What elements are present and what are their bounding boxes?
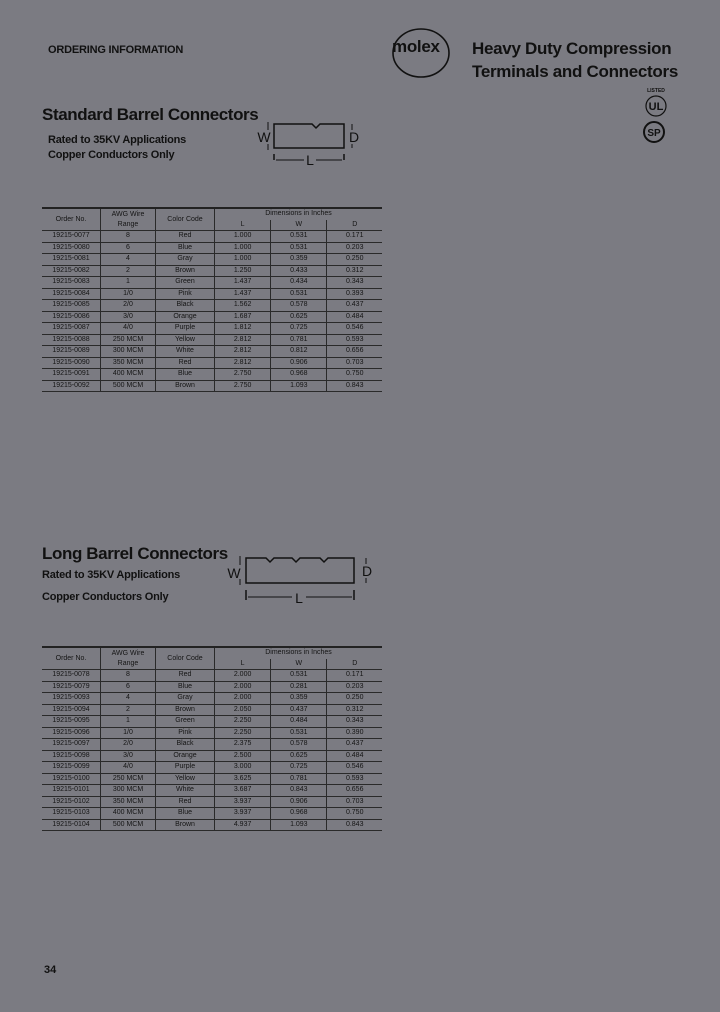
color-code: Blue: [156, 808, 215, 820]
dim-d: 0.750: [327, 369, 382, 381]
standard-diagram-d: D: [348, 129, 360, 145]
long-barrel-diagram: [222, 552, 382, 606]
awg-range: 350 MCM: [101, 796, 156, 808]
color-code: Red: [156, 670, 215, 682]
ul-listed-mark: [642, 88, 670, 120]
dim-d: 0.312: [327, 704, 382, 716]
dim-d: 0.203: [327, 681, 382, 693]
dim-d: 0.203: [327, 242, 382, 254]
color-code: Black: [156, 739, 215, 751]
dim-w: 0.281: [271, 681, 327, 693]
awg-range: 8: [101, 231, 156, 243]
awg-range: 500 MCM: [101, 380, 156, 392]
dim-l: 2.250: [215, 716, 271, 728]
long-diagram-l: L: [295, 590, 303, 606]
table-row: [42, 380, 382, 392]
color-code: Green: [156, 277, 215, 289]
standard-conductors: Copper Conductors Only: [48, 149, 175, 161]
dim-d: 0.390: [327, 727, 382, 739]
section-label: ORDERING INFORMATION: [48, 44, 184, 56]
awg-range: 300 MCM: [101, 346, 156, 358]
dim-d: 0.343: [327, 277, 382, 289]
color-code: Blue: [156, 242, 215, 254]
color-code: Purple: [156, 323, 215, 335]
dim-w: 0.359: [271, 254, 327, 266]
dim-d: 0.546: [327, 323, 382, 335]
order-number: 19215-0092: [42, 380, 101, 392]
dim-l: 2.000: [215, 670, 271, 682]
order-number: 19215-0095: [42, 716, 101, 728]
table-row: [42, 242, 382, 254]
dim-w: 0.433: [271, 265, 327, 277]
dim-d: 0.250: [327, 254, 382, 266]
csa-text: SP: [647, 128, 661, 139]
order-number: 19215-0091: [42, 369, 101, 381]
ul-text: UL: [648, 101, 664, 113]
awg-range: 250 MCM: [101, 773, 156, 785]
dim-w: 0.968: [271, 808, 327, 820]
col-w: W: [271, 659, 327, 670]
awg-range: 3/0: [101, 311, 156, 323]
dim-w: 0.781: [271, 334, 327, 346]
dim-d: 0.750: [327, 808, 382, 820]
table-row: [42, 277, 382, 289]
color-code: Brown: [156, 380, 215, 392]
order-number: 19215-0093: [42, 693, 101, 705]
dim-w: 0.725: [271, 762, 327, 774]
awg-range: 4/0: [101, 323, 156, 335]
order-number: 19215-0080: [42, 242, 101, 254]
long-diagram-d: D: [361, 563, 373, 579]
color-code: Pink: [156, 288, 215, 300]
dim-d: 0.343: [327, 716, 382, 728]
listed-text: LISTED: [647, 88, 665, 94]
dim-l: 2.750: [215, 369, 271, 381]
dim-d: 0.437: [327, 300, 382, 312]
dim-l: 1.812: [215, 323, 271, 335]
dim-d: 0.593: [327, 773, 382, 785]
table-row: [42, 369, 382, 381]
col-l: L: [215, 220, 271, 231]
order-number: 19215-0085: [42, 300, 101, 312]
dim-l: 2.375: [215, 739, 271, 751]
dim-l: 1.687: [215, 311, 271, 323]
dim-l: 1.437: [215, 277, 271, 289]
standard-section-title: Standard Barrel Connectors: [42, 105, 259, 124]
col-dimensions: Dimensions in Inches: [215, 647, 383, 659]
dim-d: 0.546: [327, 762, 382, 774]
dim-d: 0.484: [327, 750, 382, 762]
dim-w: 0.531: [271, 242, 327, 254]
col-order: Order No.: [42, 647, 101, 670]
table-row: [42, 254, 382, 266]
table-row: [42, 323, 382, 335]
awg-range: 4: [101, 254, 156, 266]
awg-range: 1/0: [101, 727, 156, 739]
page-number: 34: [44, 964, 57, 976]
col-d: D: [327, 659, 382, 670]
order-number: 19215-0090: [42, 357, 101, 369]
order-number: 19215-0099: [42, 762, 101, 774]
order-number: 19215-0094: [42, 704, 101, 716]
awg-range: 2/0: [101, 300, 156, 312]
long-table-body: [42, 670, 382, 831]
color-code: Yellow: [156, 773, 215, 785]
table-row: [42, 773, 382, 785]
dim-l: 2.500: [215, 750, 271, 762]
dim-d: 0.171: [327, 670, 382, 682]
dim-w: 0.843: [271, 785, 327, 797]
dim-l: 3.937: [215, 808, 271, 820]
table-row: [42, 334, 382, 346]
dim-d: 0.703: [327, 796, 382, 808]
order-number: 19215-0102: [42, 796, 101, 808]
dim-w: 0.437: [271, 704, 327, 716]
awg-range: 1/0: [101, 288, 156, 300]
dim-d: 0.171: [327, 231, 382, 243]
order-number: 19215-0089: [42, 346, 101, 358]
color-code: Red: [156, 357, 215, 369]
order-number: 19215-0096: [42, 727, 101, 739]
dim-l: 2.050: [215, 704, 271, 716]
dim-l: 2.812: [215, 334, 271, 346]
dim-l: 2.000: [215, 681, 271, 693]
awg-range: 4: [101, 693, 156, 705]
dim-d: 0.437: [327, 739, 382, 751]
dim-w: 0.906: [271, 796, 327, 808]
dim-l: 1.562: [215, 300, 271, 312]
dim-w: 0.531: [271, 288, 327, 300]
awg-range: 6: [101, 681, 156, 693]
color-code: Brown: [156, 819, 215, 831]
color-code: Yellow: [156, 334, 215, 346]
col-color: Color Code: [156, 647, 215, 670]
awg-range: 250 MCM: [101, 334, 156, 346]
color-code: Brown: [156, 704, 215, 716]
table-row: [42, 681, 382, 693]
dim-w: 0.484: [271, 716, 327, 728]
col-awg: [101, 647, 156, 670]
order-number: 19215-0084: [42, 288, 101, 300]
dim-l: 1.000: [215, 254, 271, 266]
dim-l: 1.000: [215, 242, 271, 254]
dim-w: 0.906: [271, 357, 327, 369]
table-row: [42, 670, 382, 682]
dim-w: 0.531: [271, 670, 327, 682]
table-row: [42, 357, 382, 369]
dim-w: 1.093: [271, 819, 327, 831]
dim-w: 0.434: [271, 277, 327, 289]
order-number: 19215-0088: [42, 334, 101, 346]
color-code: Red: [156, 231, 215, 243]
awg-range: 2/0: [101, 739, 156, 751]
dim-l: 3.000: [215, 762, 271, 774]
table-row: [42, 704, 382, 716]
col-awg-line1: AWG Wire: [111, 649, 145, 657]
col-dimensions: Dimensions in Inches: [215, 208, 383, 220]
order-number: 19215-0103: [42, 808, 101, 820]
dim-d: 0.703: [327, 357, 382, 369]
dim-w: 0.578: [271, 739, 327, 751]
title-line-1: Heavy Duty Compression: [472, 39, 672, 58]
standard-rating: Rated to 35KV Applications: [48, 134, 187, 146]
csa-icon: [641, 120, 667, 144]
awg-range: 400 MCM: [101, 808, 156, 820]
table-row: [42, 265, 382, 277]
dim-l: 3.687: [215, 785, 271, 797]
awg-range: 1: [101, 716, 156, 728]
dim-w: 1.093: [271, 380, 327, 392]
order-number: 19215-0100: [42, 773, 101, 785]
dim-l: 1.437: [215, 288, 271, 300]
awg-range: 4/0: [101, 762, 156, 774]
color-code: Gray: [156, 693, 215, 705]
color-code: Green: [156, 716, 215, 728]
order-number: 19215-0081: [42, 254, 101, 266]
table-row: [42, 288, 382, 300]
order-number: 19215-0101: [42, 785, 101, 797]
awg-range: 500 MCM: [101, 819, 156, 831]
table-row: [42, 762, 382, 774]
col-awg-line2: Range: [117, 659, 139, 667]
awg-range: 6: [101, 242, 156, 254]
table-row: [42, 231, 382, 243]
table-row: [42, 346, 382, 358]
col-awg: [101, 208, 156, 231]
table-row: [42, 819, 382, 831]
color-code: Brown: [156, 265, 215, 277]
dim-w: 0.531: [271, 231, 327, 243]
table-row: [42, 796, 382, 808]
col-awg-line2: Range: [117, 220, 139, 228]
dim-l: 1.000: [215, 231, 271, 243]
color-code: Orange: [156, 750, 215, 762]
order-number: 19215-0087: [42, 323, 101, 335]
long-conductors: Copper Conductors Only: [42, 591, 169, 603]
order-number: 19215-0097: [42, 739, 101, 751]
order-number: 19215-0104: [42, 819, 101, 831]
dim-w: 0.625: [271, 311, 327, 323]
color-code: Black: [156, 300, 215, 312]
dim-l: 2.000: [215, 693, 271, 705]
dim-l: 2.812: [215, 357, 271, 369]
ul-icon: [642, 94, 670, 118]
awg-range: 8: [101, 670, 156, 682]
dim-l: 4.937: [215, 819, 271, 831]
color-code: Pink: [156, 727, 215, 739]
col-awg-line1: AWG Wire: [111, 210, 145, 218]
dim-d: 0.656: [327, 346, 382, 358]
awg-range: 2: [101, 265, 156, 277]
order-number: 19215-0078: [42, 670, 101, 682]
dim-w: 0.578: [271, 300, 327, 312]
table-row: [42, 785, 382, 797]
color-code: White: [156, 346, 215, 358]
dim-d: 0.484: [327, 311, 382, 323]
color-code: White: [156, 785, 215, 797]
dim-l: 3.937: [215, 796, 271, 808]
color-code: Purple: [156, 762, 215, 774]
dim-d: 0.393: [327, 288, 382, 300]
awg-range: 300 MCM: [101, 785, 156, 797]
order-number: 19215-0082: [42, 265, 101, 277]
dim-w: 0.781: [271, 773, 327, 785]
dim-d: 0.250: [327, 693, 382, 705]
col-color: Color Code: [156, 208, 215, 231]
standard-diagram-l: L: [306, 152, 314, 168]
col-l: L: [215, 659, 271, 670]
dim-l: 3.625: [215, 773, 271, 785]
table-row: [42, 300, 382, 312]
dim-w: 0.531: [271, 727, 327, 739]
table-row: [42, 311, 382, 323]
standard-diagram-w: W: [257, 129, 271, 145]
dim-w: 0.625: [271, 750, 327, 762]
dim-d: 0.656: [327, 785, 382, 797]
awg-range: 3/0: [101, 750, 156, 762]
standard-table-body: [42, 231, 382, 392]
color-code: Red: [156, 796, 215, 808]
dim-w: 0.359: [271, 693, 327, 705]
order-number: 19215-0098: [42, 750, 101, 762]
color-code: Blue: [156, 369, 215, 381]
table-row: [42, 750, 382, 762]
dim-w: 0.812: [271, 346, 327, 358]
dim-w: 0.725: [271, 323, 327, 335]
table-row: [42, 727, 382, 739]
color-code: Blue: [156, 681, 215, 693]
long-diagram-w: W: [227, 565, 241, 581]
dim-w: 0.968: [271, 369, 327, 381]
awg-range: 2: [101, 704, 156, 716]
col-w: W: [271, 220, 327, 231]
awg-range: 400 MCM: [101, 369, 156, 381]
col-d: D: [327, 220, 382, 231]
order-number: 19215-0079: [42, 681, 101, 693]
color-code: Gray: [156, 254, 215, 266]
title-line-2: Terminals and Connectors: [472, 62, 678, 81]
page-title: [472, 37, 678, 83]
standard-barrel-diagram: [250, 118, 380, 173]
long-section-title: Long Barrel Connectors: [42, 544, 228, 563]
dim-l: 1.250: [215, 265, 271, 277]
dim-l: 2.812: [215, 346, 271, 358]
table-row: [42, 716, 382, 728]
dim-d: 0.843: [327, 819, 382, 831]
order-number: 19215-0077: [42, 231, 101, 243]
col-order: Order No.: [42, 208, 101, 231]
dim-d: 0.843: [327, 380, 382, 392]
color-code: Orange: [156, 311, 215, 323]
standard-table: [42, 207, 382, 392]
awg-range: 1: [101, 277, 156, 289]
dim-l: 2.750: [215, 380, 271, 392]
order-number: 19215-0086: [42, 311, 101, 323]
long-rating: Rated to 35KV Applications: [42, 569, 181, 581]
dim-d: 0.593: [327, 334, 382, 346]
table-row: [42, 808, 382, 820]
order-number: 19215-0083: [42, 277, 101, 289]
awg-range: 350 MCM: [101, 357, 156, 369]
table-row: [42, 739, 382, 751]
table-row: [42, 693, 382, 705]
dim-d: 0.312: [327, 265, 382, 277]
dim-l: 2.250: [215, 727, 271, 739]
long-table: [42, 646, 382, 831]
brand-name: molex: [392, 37, 440, 56]
